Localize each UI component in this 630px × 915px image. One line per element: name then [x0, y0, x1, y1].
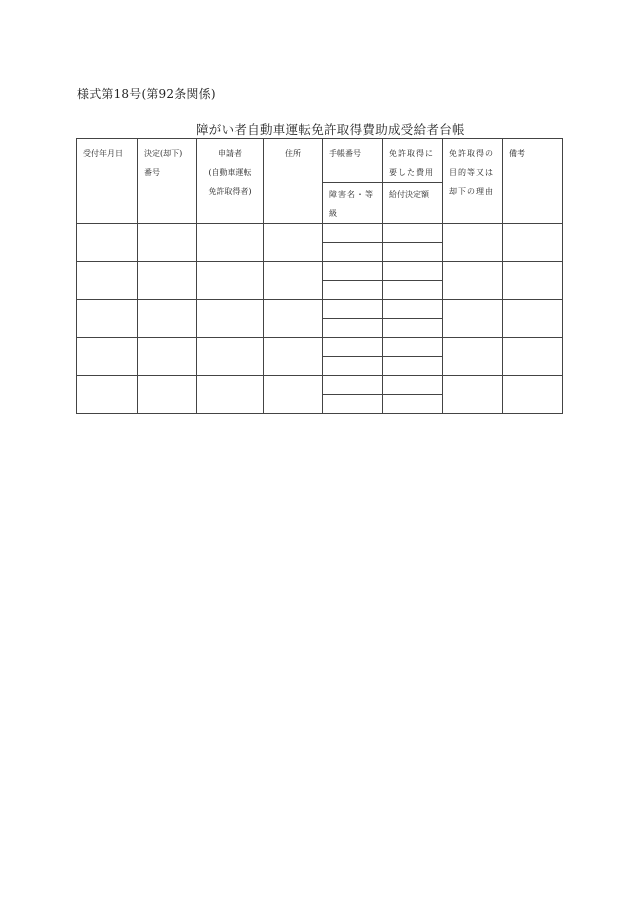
cell-applicant [197, 338, 264, 376]
cell-disability-grade [323, 319, 383, 338]
header-remarks: 備考 [503, 139, 563, 224]
cell-grant-amount [383, 395, 443, 414]
cell-purpose-reason [443, 262, 503, 300]
cell-address [264, 338, 323, 376]
cell-remarks [503, 224, 563, 262]
cell-decision-number [138, 338, 197, 376]
table-row [77, 376, 563, 395]
cell-remarks [503, 376, 563, 414]
cell-applicant [197, 262, 264, 300]
cell-grant-amount [383, 357, 443, 376]
cell-reception-date [77, 376, 138, 414]
table-row [77, 338, 563, 357]
cell-remarks [503, 262, 563, 300]
cell-address [264, 224, 323, 262]
cell-cost [383, 300, 443, 319]
ledger-table [76, 138, 563, 414]
cell-reception-date [77, 262, 138, 300]
cell-grant-amount [383, 319, 443, 338]
header-decision-number: 決定(却下) 番号 [138, 139, 197, 224]
header-applicant: 申請者 (自動車運転 免許取得者) [197, 139, 264, 224]
header-cost: 免許取得に 要した費用 [383, 139, 443, 183]
cell-address [264, 376, 323, 414]
cell-grant-amount [383, 281, 443, 300]
cell-remarks [503, 338, 563, 376]
cell-handbook-number [323, 300, 383, 319]
cell-decision-number [138, 262, 197, 300]
cell-purpose-reason [443, 224, 503, 262]
cell-decision-number [138, 376, 197, 414]
header-purpose-reason: 免許取得の 目的等又は 却下の理由 [443, 139, 503, 224]
header-address: 住所 [264, 139, 323, 224]
cell-disability-grade [323, 357, 383, 376]
cell-disability-grade [323, 243, 383, 262]
form-number: 様式第18号(第92条関係) [77, 87, 216, 101]
ledger-title: 障がい者自動車運転免許取得費助成受給者台帳 [196, 122, 465, 137]
cell-purpose-reason [443, 338, 503, 376]
cell-grant-amount [383, 243, 443, 262]
cell-remarks [503, 300, 563, 338]
cell-purpose-reason [443, 300, 503, 338]
table-row [77, 300, 563, 319]
cell-disability-grade [323, 281, 383, 300]
header-row-top [77, 139, 563, 183]
header-disability-grade: 障害名・等 級 [323, 183, 383, 224]
cell-cost [383, 224, 443, 243]
cell-cost [383, 262, 443, 281]
cell-handbook-number [323, 262, 383, 281]
header-grant-amount: 給付決定額 [383, 183, 443, 224]
header-reception-date: 受付年月日 [77, 139, 138, 224]
cell-cost [383, 338, 443, 357]
cell-applicant [197, 224, 264, 262]
cell-reception-date [77, 224, 138, 262]
table-row [77, 262, 563, 281]
cell-disability-grade [323, 395, 383, 414]
cell-reception-date [77, 338, 138, 376]
cell-applicant [197, 376, 264, 414]
cell-purpose-reason [443, 376, 503, 414]
cell-handbook-number [323, 376, 383, 395]
cell-handbook-number [323, 224, 383, 243]
header-handbook-number: 手帳番号 [323, 139, 383, 183]
table-row [77, 224, 563, 243]
cell-handbook-number [323, 338, 383, 357]
cell-decision-number [138, 300, 197, 338]
cell-decision-number [138, 224, 197, 262]
cell-cost [383, 376, 443, 395]
cell-address [264, 262, 323, 300]
cell-applicant [197, 300, 264, 338]
cell-address [264, 300, 323, 338]
cell-reception-date [77, 300, 138, 338]
